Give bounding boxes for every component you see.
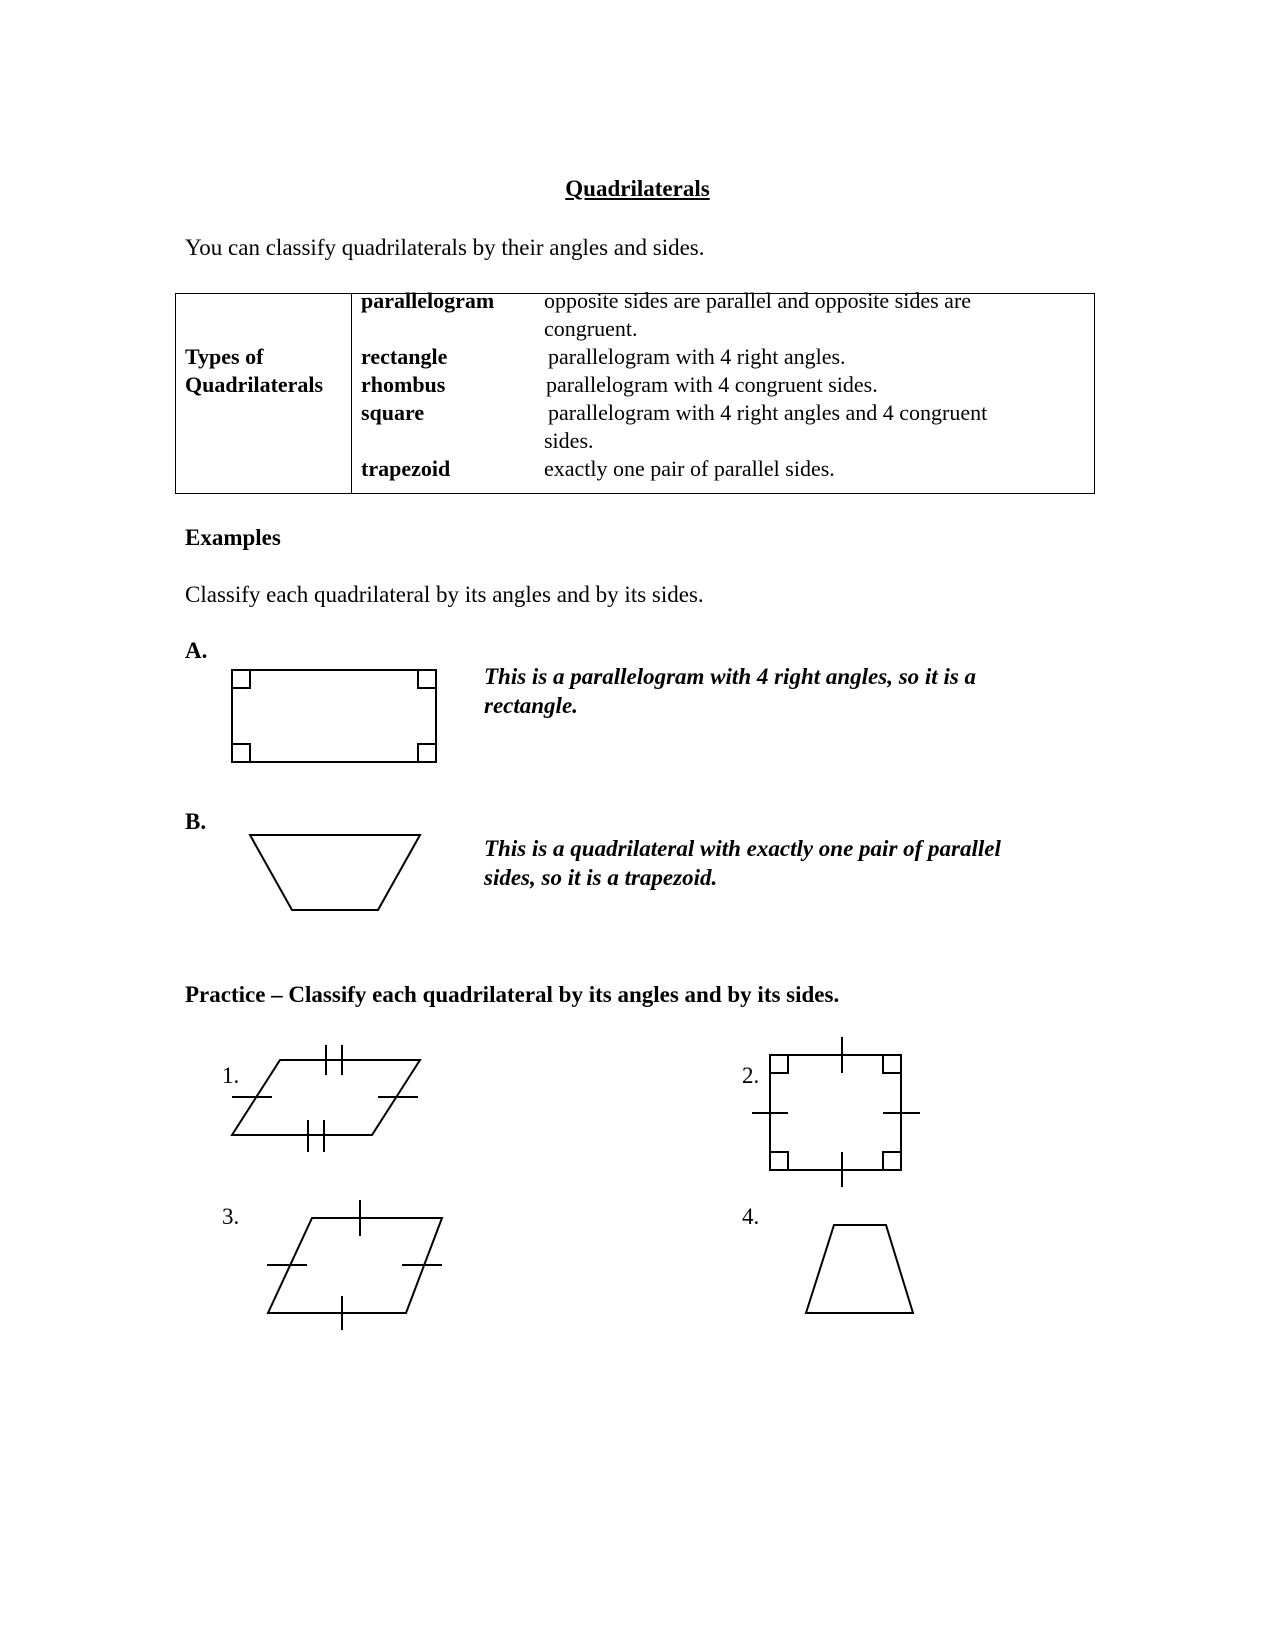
practice-3-rhombus bbox=[262, 1188, 452, 1333]
table-row-header: Types of bbox=[185, 344, 264, 369]
definition-parallelogram: congruent. bbox=[544, 316, 638, 341]
practice-1-parallelogram bbox=[220, 1035, 435, 1160]
practice-item-label: 1. bbox=[222, 1063, 240, 1088]
quadrilateral-types-table bbox=[175, 288, 1095, 494]
practice-item-label: 2. bbox=[742, 1063, 760, 1088]
intro-text: You can classify quadrilaterals by their angles and sides. bbox=[185, 235, 705, 260]
example-b-answer: sides, so it is a trapezoid. bbox=[484, 865, 718, 890]
example-a-answer: rectangle. bbox=[484, 693, 578, 718]
practice-item-label: 4. bbox=[742, 1204, 760, 1229]
definition-trapezoid: exactly one pair of parallel sides. bbox=[544, 456, 835, 481]
definition-rectangle: parallelogram with 4 right angles. bbox=[548, 344, 846, 369]
term-trapezoid: trapezoid bbox=[361, 456, 451, 481]
example-a-answer: This is a parallelogram with 4 right angles, so it is a bbox=[484, 664, 977, 689]
table-divider bbox=[351, 294, 352, 493]
example-b-label: B. bbox=[185, 809, 207, 834]
term-square: square bbox=[361, 400, 425, 425]
definition-square: sides. bbox=[544, 428, 594, 453]
practice-4-trapezoid bbox=[800, 1218, 930, 1318]
definition-rhombus: parallelogram with 4 congruent sides. bbox=[546, 372, 878, 397]
examples-heading: Examples bbox=[185, 525, 281, 550]
example-a-label: A. bbox=[185, 638, 208, 663]
examples-instruction: Classify each quadrilateral by its angles and by its sides. bbox=[185, 582, 704, 607]
rectangle-figure bbox=[220, 665, 440, 770]
term-rhombus: rhombus bbox=[361, 372, 446, 397]
practice-item-label: 3. bbox=[222, 1204, 240, 1229]
term-parallelogram: parallelogram bbox=[361, 288, 495, 313]
example-b-answer: This is a quadrilateral with exactly one pair of parallel bbox=[484, 836, 1001, 861]
page-title: Quadrilaterals bbox=[565, 176, 710, 201]
practice-2-square bbox=[750, 1035, 925, 1190]
table-row-header: Quadrilaterals bbox=[185, 372, 324, 397]
definition-square: parallelogram with 4 right angles and 4 congruent bbox=[548, 400, 988, 425]
trapezoid-figure bbox=[240, 830, 430, 920]
definition-parallelogram: opposite sides are parallel and opposite sides are bbox=[544, 288, 972, 313]
practice-heading: Practice – Classify each quadrilateral by its angles and by its sides. bbox=[185, 982, 840, 1007]
term-rectangle: rectangle bbox=[361, 344, 448, 369]
